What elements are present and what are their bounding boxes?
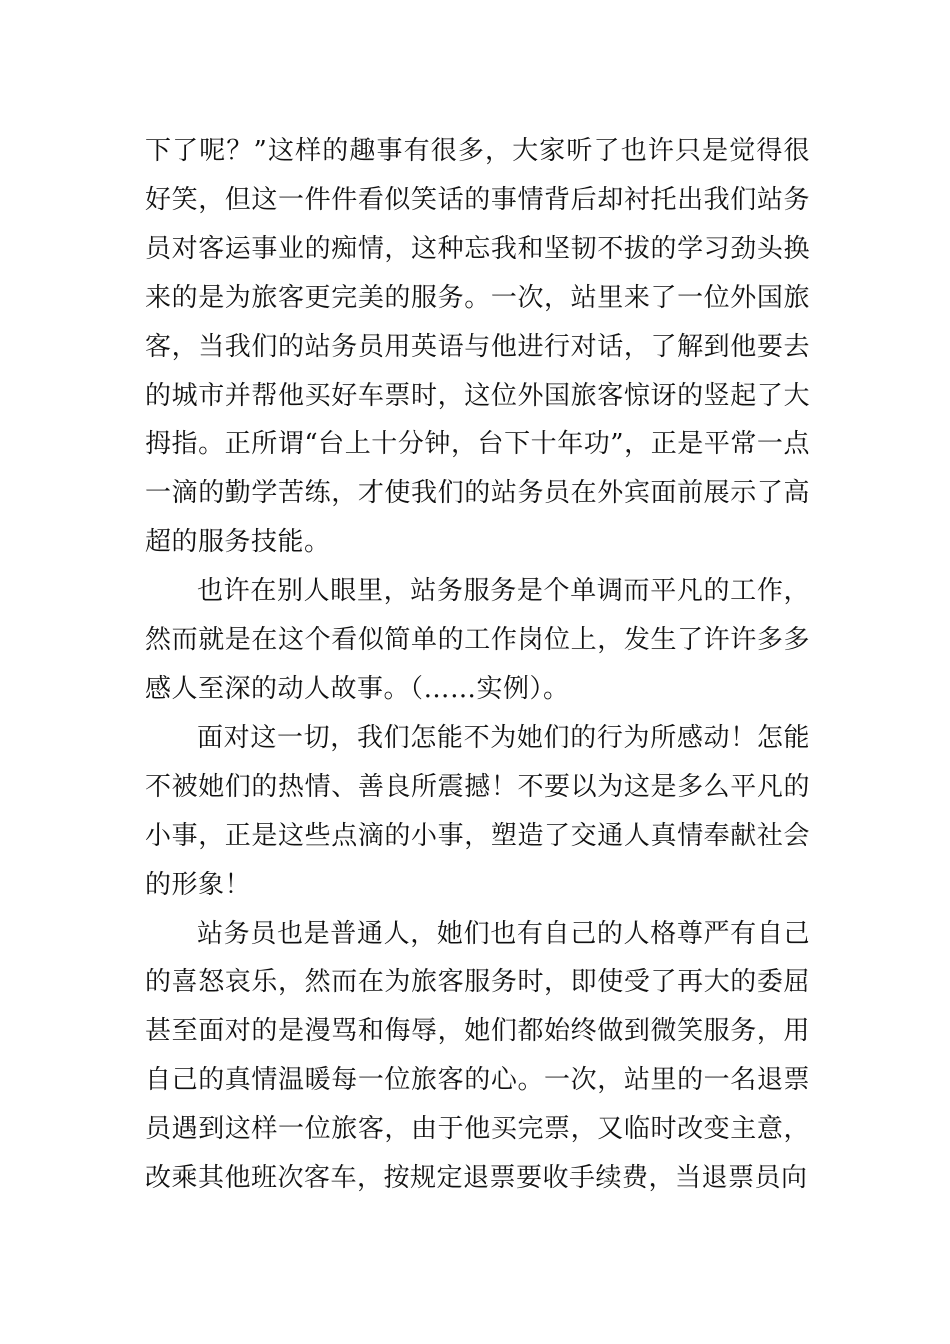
document-body (145, 127, 810, 1203)
paragraph-station-service: 也许在别人眼里，站务服务是个单调而平凡的工作，然而就是在这个看似简单的工作岗位上，发生了许许多多感人至深的动人故事。（……实例）。 (145, 576, 810, 704)
paragraph-ordinary-people: 站务员也是普通人，她们也有自己的人格尊严有自己的喜怒哀乐，然而在为旅客服务时，即使受了再大的委屈甚至面对的是漫骂和侮辱，她们都始终做到微笑服务，用自己的真情温暖每一位旅客的心。一次，站里的一名退票员遇到这样一位旅客，由于他买完票，又临时改变主意，改乘其他班次客车，按规定退票要收手续费，当退票员向 (145, 918, 810, 1194)
paragraph-continued: 下了呢？”这样的趣事有很多，大家听了也许只是觉得很好笑，但这一件件看似笑话的事情背后却衬托出我们站务员对客运事业的痴情，这种忘我和坚韧不拔的学习劲头换来的是为旅客更完美的服务。一次，站里来了一位外国旅客，当我们的站务员用英语与他进行对话，了解到他要去的城市并帮他买好车票时，这位外国旅客惊讶的竖起了大拇指。正所谓“台上十分钟，台下十年功”，正是平常一点一滴的勤学苦练，才使我们的站务员在外宾面前展示了高超的服务技能。 (145, 136, 810, 558)
paragraph-moved: 面对这一切，我们怎能不为她们的行为所感动！怎能不被她们的热情、善良所震撼！不要以为这是多么平凡的小事，正是这些点滴的小事，塑造了交通人真情奉献社会的形象！ (145, 722, 810, 900)
